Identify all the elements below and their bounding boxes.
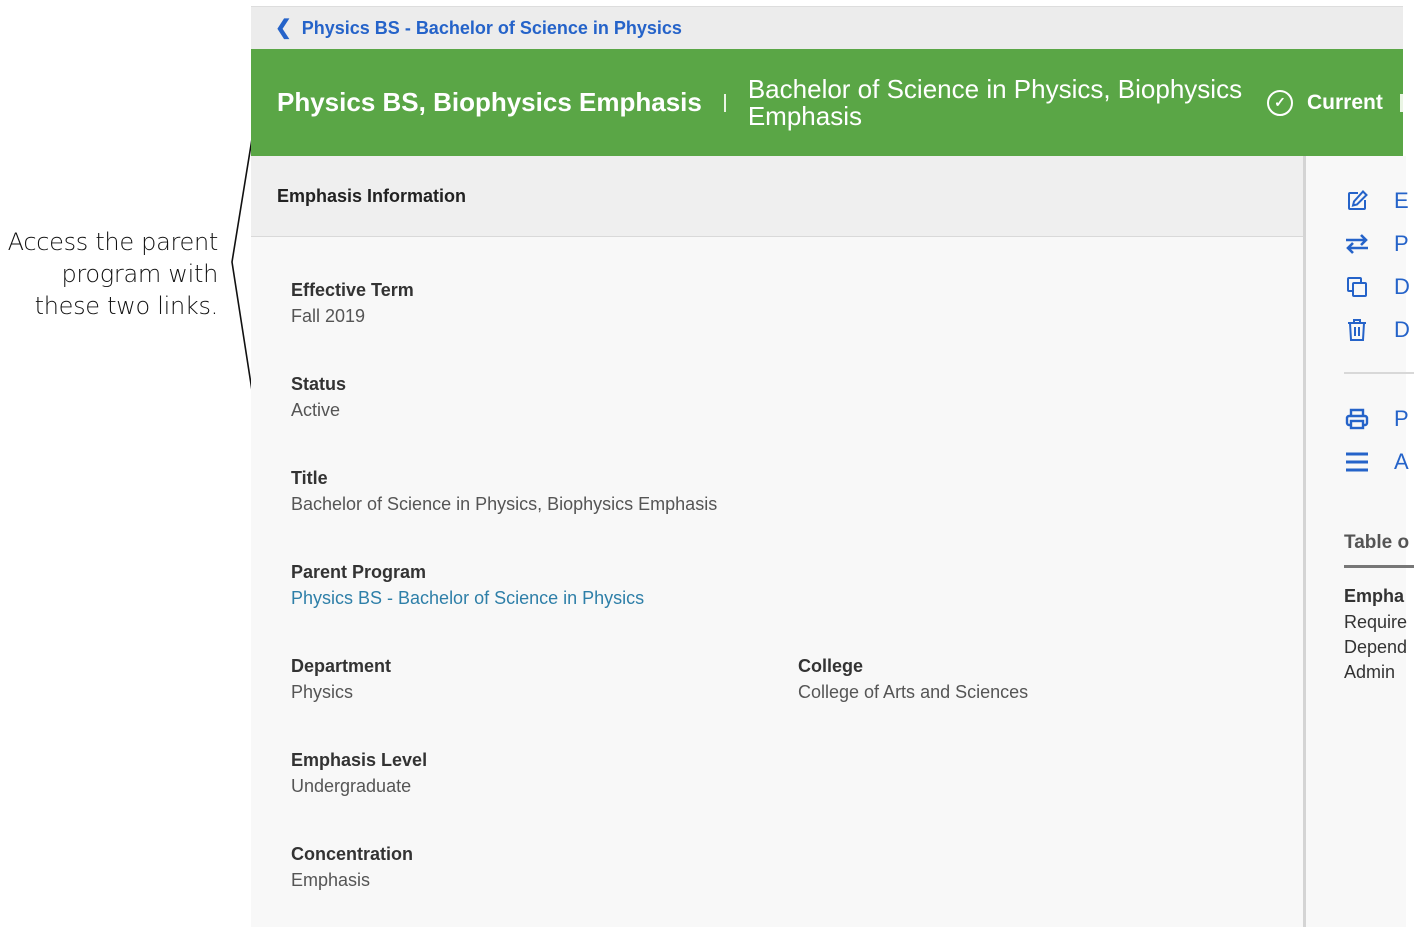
field-status — [291, 374, 346, 421]
print-action-label: P — [1394, 406, 1409, 431]
field-value: Physics — [291, 682, 354, 702]
right-action-rail — [1303, 156, 1410, 927]
field-label: College — [798, 656, 864, 676]
delete-action-label: D — [1394, 317, 1410, 342]
field-label: Concentration — [291, 844, 414, 864]
field-label: Status — [291, 374, 347, 394]
delete-action[interactable] — [1344, 317, 1410, 343]
edit-action[interactable] — [1344, 188, 1409, 214]
all-fields-action[interactable] — [1344, 449, 1409, 475]
toc-item[interactable]: Admin — [1344, 662, 1396, 682]
print-icon — [1344, 406, 1370, 432]
page-title: Physics BS, Biophysics Emphasis — [277, 87, 702, 117]
edit-action-label: E — [1394, 188, 1409, 213]
annotation-line: these two links. — [34, 292, 218, 320]
section-heading: Emphasis Information — [251, 156, 1303, 237]
title-divider — [724, 94, 726, 112]
edit-icon — [1344, 188, 1370, 214]
field-label: Title — [291, 468, 328, 488]
field-concentration — [291, 844, 413, 891]
swap-icon — [1344, 231, 1370, 257]
annotation-line: Access the parent — [7, 228, 218, 256]
field-parent-program — [291, 562, 644, 609]
propose-action[interactable] — [1344, 231, 1409, 257]
field-emphasis-level — [291, 750, 427, 797]
duplicate-action-label: D — [1394, 274, 1410, 299]
toc-underline — [1344, 565, 1414, 568]
menu-icon — [1344, 449, 1370, 475]
page-subtitle: Bachelor of Science in Physics, Biophysics Emphasis — [747, 73, 1243, 131]
field-value: Bachelor of Science in Physics, Biophysics Emphasis — [291, 494, 718, 514]
main-panel — [251, 156, 1303, 927]
check-circle-icon: ✓ — [1267, 90, 1293, 116]
parent-program-link[interactable]: Physics BS - Bachelor of Science in Physics — [291, 588, 645, 608]
copy-icon — [1344, 274, 1370, 300]
field-label: Effective Term — [291, 280, 414, 300]
annotation-callout — [0, 226, 218, 322]
toc-item[interactable]: Empha — [1344, 586, 1405, 606]
all-fields-action-label: A — [1394, 449, 1409, 474]
toc-item[interactable]: Depend — [1344, 637, 1408, 657]
field-label: Department — [291, 656, 392, 676]
status-label: Current — [1307, 90, 1383, 114]
chevron-left-icon: ❮ — [275, 17, 292, 39]
propose-action-label: P — [1394, 231, 1409, 256]
app-window — [251, 6, 1410, 927]
breadcrumb[interactable] — [251, 7, 1403, 49]
field-value: Fall 2019 — [291, 306, 366, 326]
field-label: Emphasis Level — [291, 750, 428, 770]
field-value: College of Arts and Sciences — [798, 682, 1029, 702]
rail-divider — [1344, 372, 1414, 374]
banner-edge-marker — [1400, 94, 1403, 112]
field-value: Emphasis — [291, 870, 371, 890]
field-title — [291, 468, 717, 515]
field-college — [798, 656, 1028, 703]
duplicate-action[interactable] — [1344, 274, 1410, 300]
toc-title: Table o — [1344, 532, 1410, 553]
status-badge — [1267, 90, 1383, 116]
annotation-line: program with — [61, 260, 218, 288]
toc-item[interactable]: Require — [1344, 612, 1408, 632]
field-label: Parent Program — [291, 562, 427, 582]
print-action[interactable] — [1344, 406, 1409, 432]
field-value: Undergraduate — [291, 776, 412, 796]
title-banner — [251, 49, 1403, 156]
breadcrumb-parent-link[interactable]: Physics BS - Bachelor of Science in Physics — [301, 17, 682, 38]
field-department — [291, 656, 391, 703]
field-value: Active — [291, 400, 341, 420]
trash-icon — [1344, 317, 1370, 343]
field-effective-term — [291, 280, 414, 327]
